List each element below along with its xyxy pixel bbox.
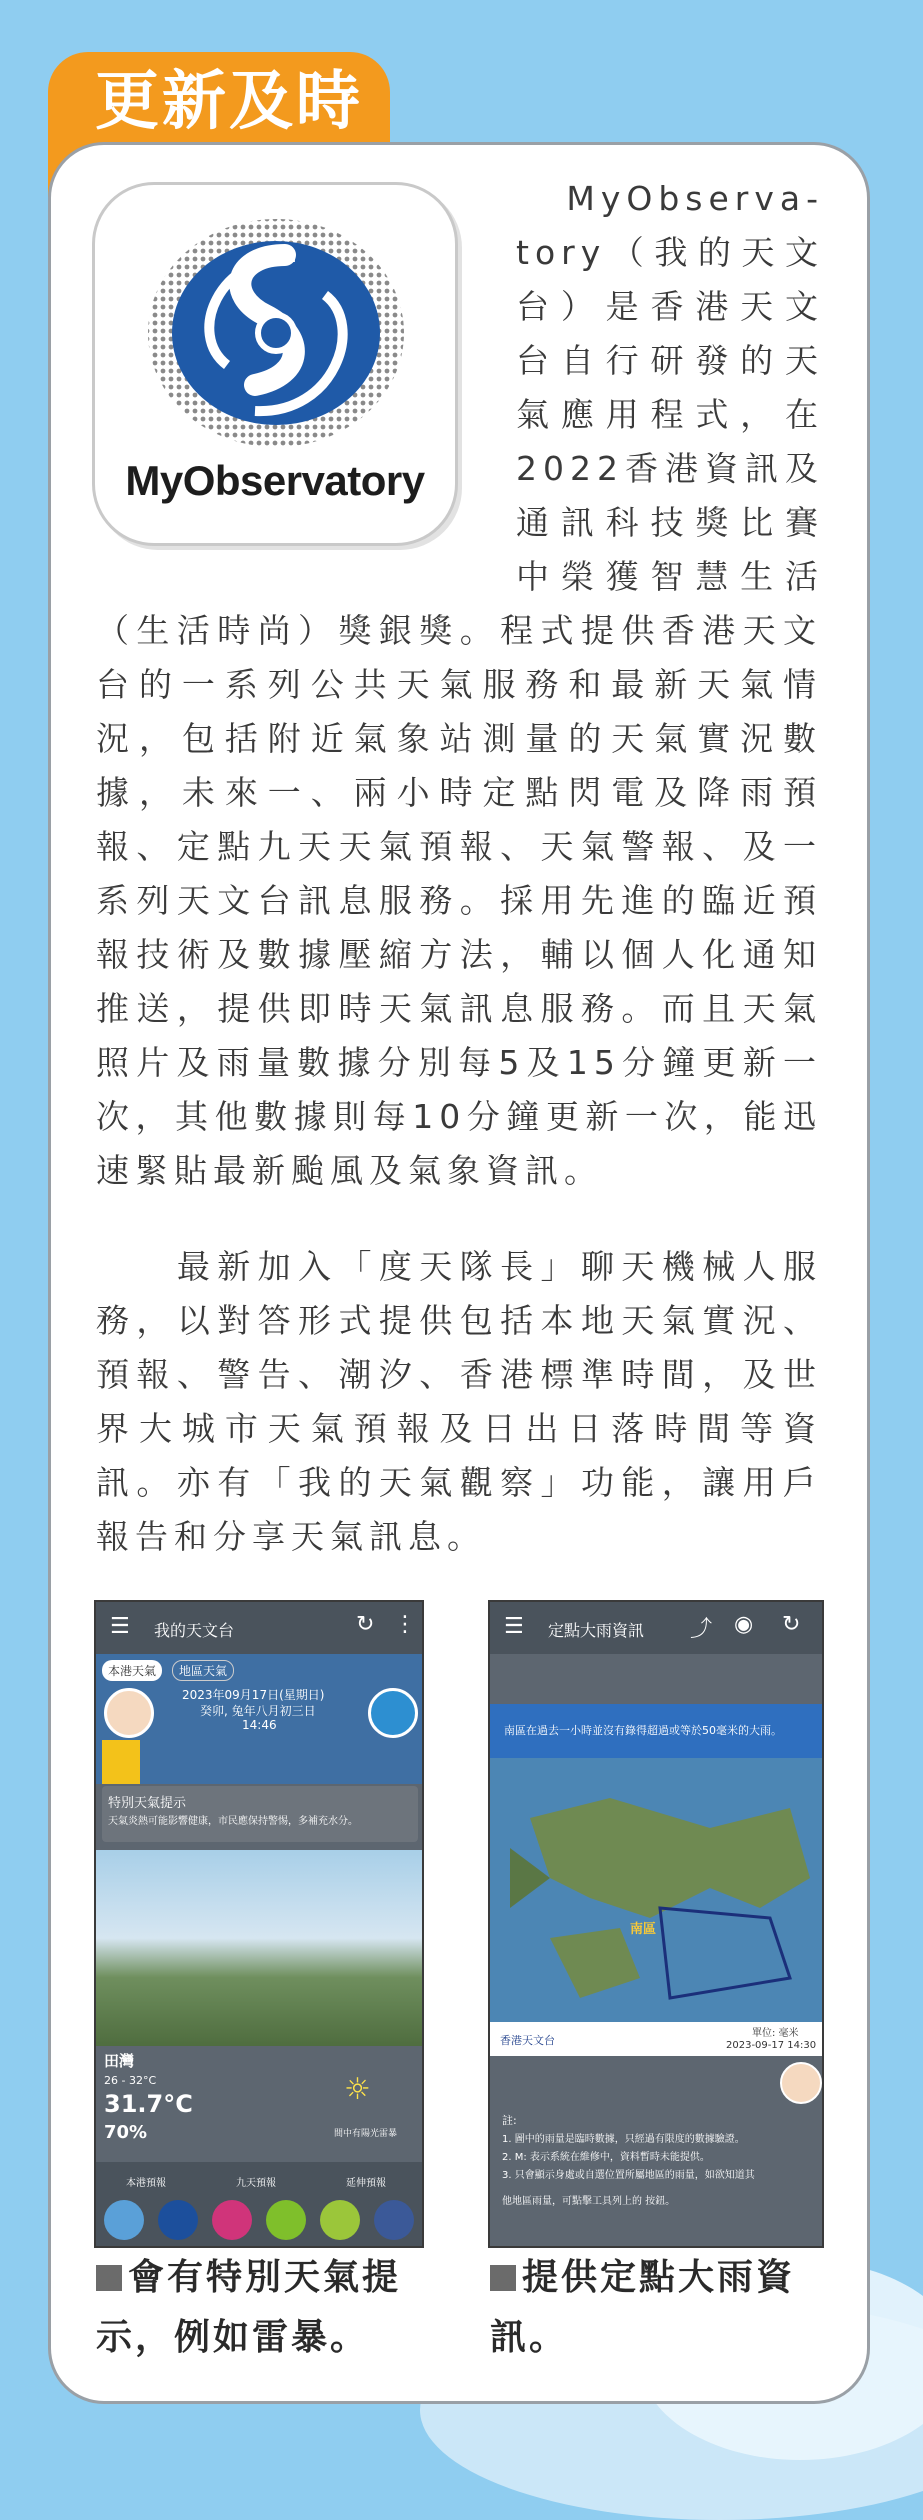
intro-line: 通訊科技獎比賽 <box>516 503 824 542</box>
note-item: 他地區雨量，可點擊工具列上的 按鈕。 <box>502 2196 676 2207</box>
observatory-logo-icon <box>135 215 417 455</box>
thunderstorm-warning-icon[interactable] <box>102 1740 140 1784</box>
temp-range: 26 - 32°C <box>104 2074 157 2087</box>
more-icon[interactable]: ⋮ <box>394 1612 416 1637</box>
intro-line: MyObserva- <box>566 179 824 218</box>
share-icon[interactable]: ⤴ <box>690 1617 713 1642</box>
humidity: 70% <box>104 2122 148 2143</box>
avatar[interactable] <box>104 1688 154 1738</box>
lunar-date-text: 癸卯, 兔年八月初三日 <box>200 1704 316 1718</box>
rainfall-map[interactable] <box>490 1758 822 2022</box>
caption-right-line1: 提供定點大雨資 <box>522 2257 796 2298</box>
intro-line: tory（我的天文 <box>516 233 824 272</box>
caption-left-line2: 示，例如雷暴。 <box>96 2317 370 2358</box>
intro-line: 2022香港資訊及 <box>516 449 824 488</box>
caption-left-line1: 會有特別天氣提 <box>128 2257 402 2298</box>
body-paragraph-1: （生活時尚）獎銀獎。程式提供香港天文台的一系列公共天氣服務和最新天氣情況，包括附近氣象站測量的天氣實況數據，未來一、兩小時定點閃電及降雨預報、定點九天天氣預報、天氣警報、及一系列天文台訊息服務。採用先進的臨近預報技術及數據壓縮方法，輔以個人化通知推送，提供即時天氣訊息服務。而且天氣照片及雨量數據分別每5及15分鐘更新一次，其他數據則每10分鐘更新一次，能迅速緊貼最新颱風及氣象資訊。 <box>96 611 822 1190</box>
intro-line: 氣應用程式，在 <box>516 395 824 434</box>
body-paragraph-1-wrap <box>96 604 822 1198</box>
app-logo <box>92 182 458 546</box>
temperature: 31.7°C <box>104 2090 193 2118</box>
bullet-square-icon <box>490 2265 516 2291</box>
caption-right <box>490 2248 795 2368</box>
intro-line: 台）是香港天文 <box>516 287 824 326</box>
chatbot-avatar[interactable] <box>780 2062 822 2104</box>
caption-left <box>96 2248 401 2368</box>
map-timestamp: 2023-09-17 14:30 <box>726 2040 817 2051</box>
menu-icon[interactable]: ☰ <box>504 1614 524 1639</box>
note-item: 1. 圖中的雨量是臨時數據，只經過有限度的數據驗證。 <box>502 2134 745 2145</box>
chatbot-icon[interactable]: ◉ <box>734 1612 754 1637</box>
weather-photo[interactable] <box>96 1850 422 2046</box>
sun-icon[interactable] <box>320 2200 360 2240</box>
district-label: 南區 <box>630 1922 657 1937</box>
globe-icon[interactable] <box>266 2200 306 2240</box>
menu-icon[interactable]: ☰ <box>110 1614 130 1639</box>
unit-label: 單位: 毫米 <box>752 2028 799 2039</box>
photo-icon[interactable] <box>212 2200 252 2240</box>
app-toolbar <box>96 1602 422 1654</box>
body-paragraph-2-wrap <box>96 1240 822 1564</box>
binoculars-icon[interactable] <box>368 1688 418 1738</box>
app-screenshot-home <box>94 1600 424 2248</box>
refresh-icon[interactable]: ↻ <box>356 1612 375 1637</box>
page-title: 更新及時 <box>95 65 363 139</box>
caption-right-line2: 訊。 <box>490 2317 569 2358</box>
intro-line: 中榮獲智慧生活 <box>516 557 824 596</box>
app-title: 我的天文台 <box>154 1621 235 1640</box>
sun-thunder-icon: ☼ <box>344 2072 371 2107</box>
satellite-icon[interactable] <box>158 2200 198 2240</box>
app-toolbar <box>490 1602 822 1654</box>
intro-line: 台自行研發的天 <box>516 341 824 380</box>
notes-title: 註: <box>502 2114 517 2127</box>
nav-nine-day-forecast[interactable]: 九天預報 <box>236 2178 276 2189</box>
tab-region-weather[interactable]: 地區天氣 <box>172 1660 234 1681</box>
observatory-org: 香港天文台 <box>500 2034 555 2047</box>
bullet-square-icon <box>96 2265 122 2291</box>
app-title: 定點大雨資訊 <box>548 1621 645 1640</box>
refresh-icon[interactable]: ↻ <box>782 1612 801 1637</box>
nav-extended-forecast[interactable]: 延伸預報 <box>346 2178 386 2189</box>
note-item: 3. 只會顯示身處或自選位置所屬地區的雨量，如欲知道其 <box>502 2170 755 2181</box>
alert-text: 天氣炎熱可能影響健康，市民應保持警惕，多補充水分。 <box>108 1816 358 1827</box>
note-item: 2. M: 表示系統在維修中，資料暫時未能提供。 <box>502 2152 710 2163</box>
app-screenshot-rainfall <box>488 1600 824 2248</box>
rainfall-notice: 南區在過去一小時並沒有錄得超過或等於50毫米的大雨。 <box>504 1724 782 1737</box>
alert-title: 特別天氣提示 <box>108 1796 187 1811</box>
body-paragraph-2: 最新加入「度天隊長」聊天機械人服務，以對答形式提供包括本地天氣實況、預報、警告、潮汐、香港標準時間，及世界大城市天氣預報及日出日落時間等資訊。亦有「我的天氣觀察」功能，讓用戶報告和分享天氣訊息。 <box>96 1247 822 1556</box>
time-text: 14:46 <box>242 1718 277 1732</box>
weather-desc: 間中有陽光雷暴 <box>334 2129 398 2139</box>
facebook-icon[interactable] <box>374 2200 414 2240</box>
nav-local-forecast[interactable]: 本港預報 <box>126 2178 166 2189</box>
date-text: 2023年09月17日(星期日) <box>182 1688 325 1702</box>
station-name[interactable]: 田灣 <box>104 2052 135 2070</box>
tab-local-weather[interactable]: 本港天氣 <box>102 1660 162 1681</box>
radar-icon[interactable] <box>104 2200 144 2240</box>
logo-wordmark: MyObservatory <box>125 457 425 504</box>
